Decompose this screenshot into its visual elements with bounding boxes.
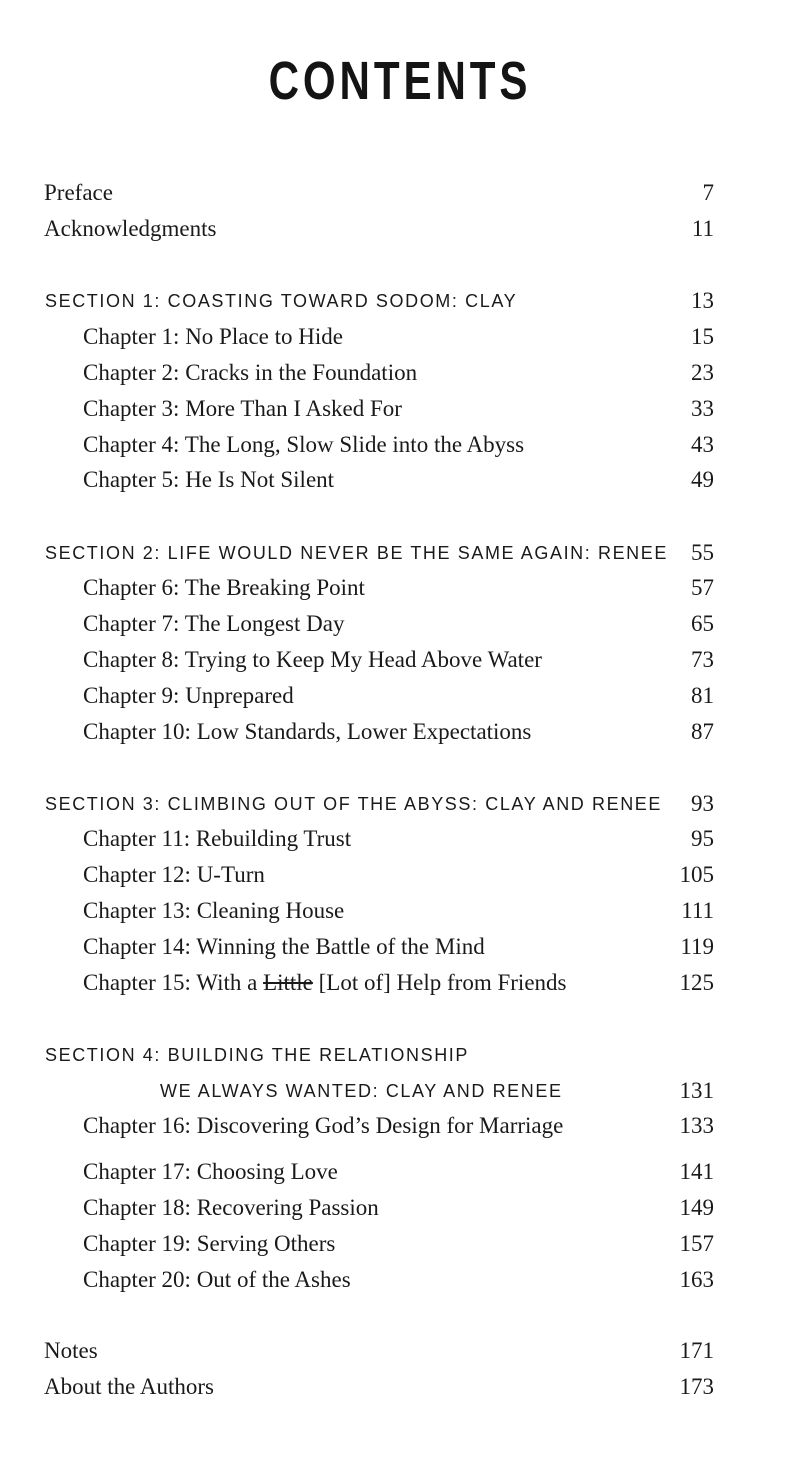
chapter-label: Chapter 10: Low Standards, Lower Expectations [83,719,532,744]
toc-page-number: 15 [691,324,714,349]
toc-entry-acknowledgments [0,212,800,246]
toc-page-number: 105 [679,862,714,887]
toc-page-number: 157 [679,1231,714,1256]
toc-page-number: 81 [691,683,714,708]
toc-chapter-10 [0,715,800,749]
toc-chapter-7 [0,607,800,641]
toc-chapter-5 [0,463,800,497]
toc-page-number: 87 [691,719,714,744]
chapter-label: Chapter 16: Discovering God’s Design for Marriage [83,1113,564,1138]
toc-page-number: 131 [679,1078,714,1103]
toc-chapter-6 [0,571,800,605]
chapter-label: Chapter 8: Trying to Keep My Head Above Water [83,647,542,672]
toc-page-number: 55 [691,540,714,565]
section-heading-label: SECTION 3: CLIMBING OUT OF THE ABYSS: CLAY AND RENEE [45,794,663,814]
toc-chapter-18 [0,1191,800,1225]
chapter-label: Chapter 2: Cracks in the Foundation [83,360,418,385]
toc-page-number: 163 [679,1267,714,1292]
toc-entry-notes [0,1334,800,1368]
chapter-label: Chapter 1: No Place to Hide [83,324,343,349]
toc-entry-label: Preface [44,180,113,205]
toc-page-number: 95 [691,826,714,851]
chapter-label: Chapter 6: The Breaking Point [83,575,365,600]
page-title: CONTENTS [268,51,532,111]
toc-chapter-9 [0,679,800,713]
toc-page-number: 149 [679,1195,714,1220]
toc-section-4-heading-line2 [0,1074,800,1108]
toc-chapter-14 [0,930,800,964]
toc-page-number: 33 [691,396,714,421]
chapter-label: Chapter 20: Out of the Ashes [83,1267,351,1292]
toc-section-3-heading [0,787,800,821]
toc-entry-label: About the Authors [44,1374,214,1399]
chapter-label: Chapter 9: Unprepared [83,683,294,708]
toc-entry-label: Notes [44,1338,98,1363]
toc-page-number: 13 [691,288,714,313]
toc-chapter-4 [0,428,800,462]
toc-section-2-heading [0,536,800,570]
toc-section-1-heading [0,284,800,318]
toc-page-number: 7 [702,180,714,205]
toc-entry-preface [0,176,800,210]
chapter-label: Chapter 17: Choosing Love [83,1159,338,1184]
chapter-label: Chapter 18: Recovering Passion [83,1195,379,1220]
toc-page-number: 125 [679,970,714,995]
section-heading-label: WE ALWAYS WANTED: CLAY AND RENEE [160,1081,563,1101]
chapter-label-struck-word: Little [263,970,313,995]
toc-page-number: 111 [681,898,714,923]
toc-section-4-heading-line1 [0,1038,800,1072]
toc-chapter-12 [0,858,800,892]
toc-page-number: 57 [691,575,714,600]
chapter-label: Chapter 19: Serving Others [83,1231,336,1256]
section-heading-label: SECTION 2: LIFE WOULD NEVER BE THE SAME AGAIN: RENEE [45,543,668,563]
toc-chapter-8 [0,643,800,677]
chapter-label-suffix: [Lot of] Help from Friends [312,970,567,995]
chapter-label: Chapter 13: Cleaning House [83,898,345,923]
toc-page-number: 23 [691,360,714,385]
chapter-label: Chapter 4: The Long, Slow Slide into the Abyss [83,432,525,457]
toc-chapter-11 [0,822,800,856]
toc-chapter-2 [0,356,800,390]
toc-page-number: 65 [691,611,714,636]
toc-page-number: 133 [679,1113,714,1138]
chapter-label: Chapter 12: U-Turn [83,862,265,887]
toc-page-number: 173 [679,1374,714,1399]
toc-page-number: 171 [679,1338,714,1363]
toc-page-number: 43 [691,432,714,457]
toc-chapter-15 [0,966,800,1000]
chapter-label [83,966,566,1000]
chapter-label: Chapter 3: More Than I Asked For [83,396,402,421]
toc-page-number: 141 [679,1159,714,1184]
toc-page-number: 11 [691,216,714,241]
toc-entry-label: Acknowledgments [44,216,217,241]
chapter-label: Chapter 14: Winning the Battle of the Mind [83,934,485,959]
chapter-label-prefix: Chapter 15: With a [83,970,264,995]
toc-chapter-19 [0,1227,800,1261]
toc-chapter-3 [0,392,800,426]
section-heading-label: SECTION 4: BUILDING THE RELATIONSHIP [45,1045,470,1065]
toc-page-number: 119 [680,934,714,959]
toc-chapter-17 [0,1155,800,1189]
toc-chapter-1 [0,320,800,354]
chapter-label: Chapter 7: The Longest Day [83,611,345,636]
chapter-label: Chapter 11: Rebuilding Trust [83,826,352,851]
toc-entry-about-authors [0,1370,800,1404]
toc-chapter-20 [0,1263,800,1297]
toc-chapter-16 [0,1109,800,1143]
toc-chapter-13 [0,894,800,928]
toc-page-number: 73 [691,647,714,672]
section-heading-label: SECTION 1: COASTING TOWARD SODOM: CLAY [45,291,518,311]
toc-page-number: 49 [691,467,714,492]
chapter-label: Chapter 5: He Is Not Silent [83,467,335,492]
toc-page-number: 93 [691,791,714,816]
